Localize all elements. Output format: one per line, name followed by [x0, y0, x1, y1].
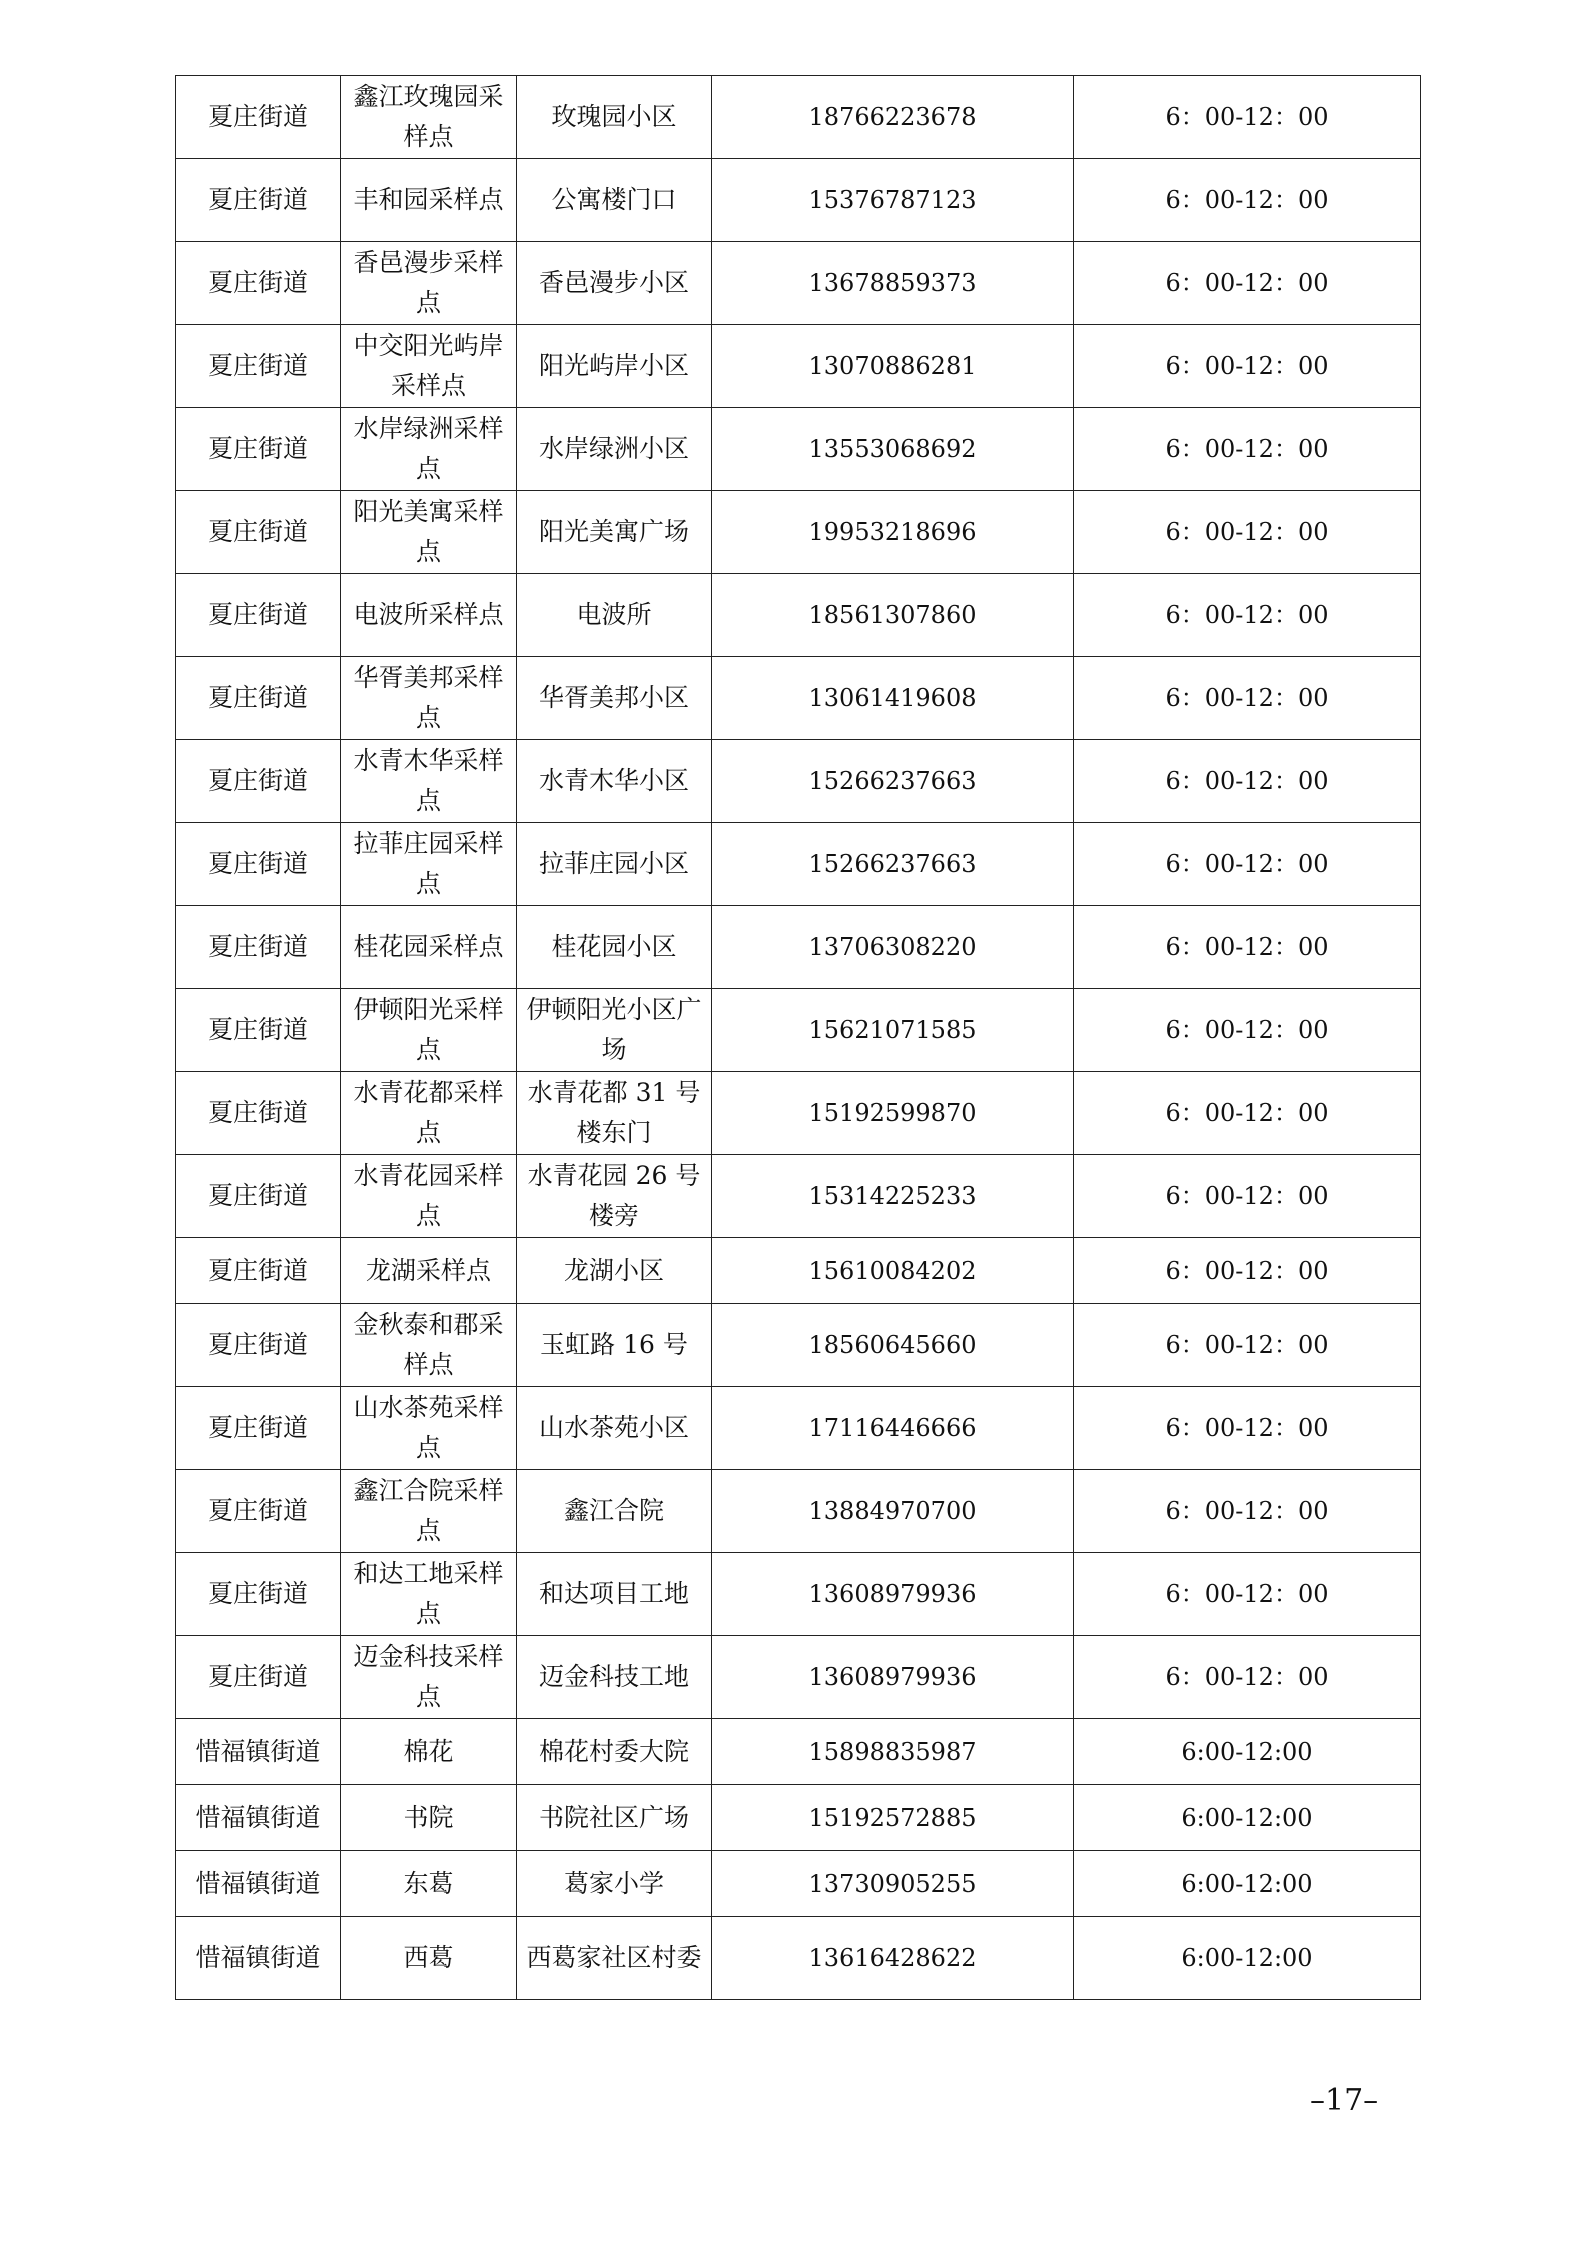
table-row — [176, 1304, 1421, 1387]
table-row — [176, 1238, 1421, 1304]
street-cell: 夏庄街道 — [176, 906, 341, 989]
address-cell: 公寓楼门口 — [517, 159, 712, 242]
street-cell: 惜福镇街道 — [176, 1917, 341, 2000]
hours-cell: 6：00-12：00 — [1074, 1155, 1421, 1238]
phone-cell: 18561307860 — [712, 574, 1074, 657]
table-row — [176, 1155, 1421, 1238]
phone-cell: 15192572885 — [712, 1785, 1074, 1851]
street-cell: 夏庄街道 — [176, 1470, 341, 1553]
address-cell: 水青木华小区 — [517, 740, 712, 823]
hours-cell: 6：00-12：00 — [1074, 657, 1421, 740]
table-row — [176, 1072, 1421, 1155]
phone-cell: 15621071585 — [712, 989, 1074, 1072]
point-name-cell: 香邑漫步采样点 — [341, 242, 517, 325]
street-cell: 夏庄街道 — [176, 1155, 341, 1238]
hours-cell: 6：00-12：00 — [1074, 76, 1421, 159]
phone-cell: 13553068692 — [712, 408, 1074, 491]
address-cell: 电波所 — [517, 574, 712, 657]
point-name-cell: 书院 — [341, 1785, 517, 1851]
hours-cell: 6:00-12:00 — [1074, 1917, 1421, 2000]
street-cell: 夏庄街道 — [176, 1238, 341, 1304]
phone-cell: 13608979936 — [712, 1553, 1074, 1636]
table-row — [176, 76, 1421, 159]
phone-cell: 19953218696 — [712, 491, 1074, 574]
point-name-cell: 丰和园采样点 — [341, 159, 517, 242]
point-name-cell: 伊顿阳光采样点 — [341, 989, 517, 1072]
phone-cell: 13070886281 — [712, 325, 1074, 408]
point-name-cell: 西葛 — [341, 1917, 517, 2000]
phone-cell: 13608979936 — [712, 1636, 1074, 1719]
table-body — [176, 76, 1421, 2000]
street-cell: 夏庄街道 — [176, 1553, 341, 1636]
address-cell: 香邑漫步小区 — [517, 242, 712, 325]
street-cell: 夏庄街道 — [176, 408, 341, 491]
address-cell: 玫瑰园小区 — [517, 76, 712, 159]
address-cell: 书院社区广场 — [517, 1785, 712, 1851]
street-cell: 夏庄街道 — [176, 1072, 341, 1155]
hours-cell: 6：00-12：00 — [1074, 408, 1421, 491]
table-row — [176, 989, 1421, 1072]
address-cell: 伊顿阳光小区广场 — [517, 989, 712, 1072]
street-cell: 夏庄街道 — [176, 1636, 341, 1719]
point-name-cell: 山水茶苑采样点 — [341, 1387, 517, 1470]
point-name-cell: 金秋泰和郡采样点 — [341, 1304, 517, 1387]
street-cell: 夏庄街道 — [176, 1304, 341, 1387]
street-cell: 夏庄街道 — [176, 740, 341, 823]
table-row — [176, 657, 1421, 740]
street-cell: 惜福镇街道 — [176, 1851, 341, 1917]
street-cell: 夏庄街道 — [176, 1387, 341, 1470]
address-cell: 迈金科技工地 — [517, 1636, 712, 1719]
point-name-cell: 水青花园采样点 — [341, 1155, 517, 1238]
street-cell: 夏庄街道 — [176, 823, 341, 906]
street-cell: 夏庄街道 — [176, 159, 341, 242]
hours-cell: 6：00-12：00 — [1074, 823, 1421, 906]
street-cell: 夏庄街道 — [176, 325, 341, 408]
table-row — [176, 1387, 1421, 1470]
point-name-cell: 迈金科技采样点 — [341, 1636, 517, 1719]
hours-cell: 6：00-12：00 — [1074, 1387, 1421, 1470]
point-name-cell: 和达工地采样点 — [341, 1553, 517, 1636]
street-cell: 夏庄街道 — [176, 574, 341, 657]
street-cell: 夏庄街道 — [176, 76, 341, 159]
hours-cell: 6:00-12:00 — [1074, 1851, 1421, 1917]
table-row — [176, 242, 1421, 325]
point-name-cell: 水青花都采样点 — [341, 1072, 517, 1155]
point-name-cell: 拉菲庄园采样点 — [341, 823, 517, 906]
hours-cell: 6：00-12：00 — [1074, 1238, 1421, 1304]
point-name-cell: 东葛 — [341, 1851, 517, 1917]
point-name-cell: 鑫江玫瑰园采样点 — [341, 76, 517, 159]
address-cell: 和达项目工地 — [517, 1553, 712, 1636]
hours-cell: 6：00-12：00 — [1074, 1072, 1421, 1155]
hours-cell: 6：00-12：00 — [1074, 325, 1421, 408]
hours-cell: 6：00-12：00 — [1074, 1304, 1421, 1387]
phone-cell: 15610084202 — [712, 1238, 1074, 1304]
table-row — [176, 740, 1421, 823]
table-row — [176, 1785, 1421, 1851]
address-cell: 西葛家社区村委 — [517, 1917, 712, 2000]
phone-cell: 15376787123 — [712, 159, 1074, 242]
street-cell: 夏庄街道 — [176, 491, 341, 574]
table-row — [176, 1851, 1421, 1917]
address-cell: 棉花村委大院 — [517, 1719, 712, 1785]
phone-cell: 13730905255 — [712, 1851, 1074, 1917]
phone-cell: 13678859373 — [712, 242, 1074, 325]
street-cell: 惜福镇街道 — [176, 1785, 341, 1851]
hours-cell: 6：00-12：00 — [1074, 491, 1421, 574]
address-cell: 水青花园 26 号楼旁 — [517, 1155, 712, 1238]
table-row — [176, 325, 1421, 408]
address-cell: 水青花都 31 号楼东门 — [517, 1072, 712, 1155]
hours-cell: 6：00-12：00 — [1074, 1636, 1421, 1719]
point-name-cell: 华胥美邦采样点 — [341, 657, 517, 740]
phone-cell: 17116446666 — [712, 1387, 1074, 1470]
table-row — [176, 1917, 1421, 2000]
table-row — [176, 574, 1421, 657]
hours-cell: 6：00-12：00 — [1074, 906, 1421, 989]
table-row — [176, 1470, 1421, 1553]
hours-cell: 6：00-12：00 — [1074, 159, 1421, 242]
address-cell: 玉虹路 16 号 — [517, 1304, 712, 1387]
address-cell: 拉菲庄园小区 — [517, 823, 712, 906]
address-cell: 龙湖小区 — [517, 1238, 712, 1304]
hours-cell: 6：00-12：00 — [1074, 989, 1421, 1072]
phone-cell: 15266237663 — [712, 740, 1074, 823]
table-row — [176, 491, 1421, 574]
hours-cell: 6:00-12:00 — [1074, 1719, 1421, 1785]
point-name-cell: 水岸绿洲采样点 — [341, 408, 517, 491]
hours-cell: 6：00-12：00 — [1074, 574, 1421, 657]
street-cell: 惜福镇街道 — [176, 1719, 341, 1785]
phone-cell: 18766223678 — [712, 76, 1074, 159]
table-row — [176, 1719, 1421, 1785]
phone-cell: 13706308220 — [712, 906, 1074, 989]
hours-cell: 6：00-12：00 — [1074, 1553, 1421, 1636]
phone-cell: 18560645660 — [712, 1304, 1074, 1387]
hours-cell: 6：00-12：00 — [1074, 740, 1421, 823]
table-row — [176, 1553, 1421, 1636]
table-row — [176, 1636, 1421, 1719]
street-cell: 夏庄街道 — [176, 242, 341, 325]
point-name-cell: 龙湖采样点 — [341, 1238, 517, 1304]
table-row — [176, 159, 1421, 242]
table-row — [176, 408, 1421, 491]
address-cell: 阳光美寓广场 — [517, 491, 712, 574]
table-row — [176, 823, 1421, 906]
street-cell: 夏庄街道 — [176, 657, 341, 740]
point-name-cell: 阳光美寓采样点 — [341, 491, 517, 574]
phone-cell: 15898835987 — [712, 1719, 1074, 1785]
point-name-cell: 水青木华采样点 — [341, 740, 517, 823]
phone-cell: 15314225233 — [712, 1155, 1074, 1238]
address-cell: 华胥美邦小区 — [517, 657, 712, 740]
street-cell: 夏庄街道 — [176, 989, 341, 1072]
address-cell: 葛家小学 — [517, 1851, 712, 1917]
phone-cell: 13616428622 — [712, 1917, 1074, 2000]
phone-cell: 15266237663 — [712, 823, 1074, 906]
point-name-cell: 电波所采样点 — [341, 574, 517, 657]
address-cell: 阳光屿岸小区 — [517, 325, 712, 408]
point-name-cell: 中交阳光屿岸采样点 — [341, 325, 517, 408]
hours-cell: 6:00-12:00 — [1074, 1785, 1421, 1851]
point-name-cell: 鑫江合院采样点 — [341, 1470, 517, 1553]
phone-cell: 13061419608 — [712, 657, 1074, 740]
address-cell: 山水茶苑小区 — [517, 1387, 712, 1470]
address-cell: 桂花园小区 — [517, 906, 712, 989]
point-name-cell: 桂花园采样点 — [341, 906, 517, 989]
address-cell: 水岸绿洲小区 — [517, 408, 712, 491]
hours-cell: 6：00-12：00 — [1074, 242, 1421, 325]
hours-cell: 6：00-12：00 — [1074, 1470, 1421, 1553]
point-name-cell: 棉花 — [341, 1719, 517, 1785]
phone-cell: 15192599870 — [712, 1072, 1074, 1155]
table-row — [176, 906, 1421, 989]
phone-cell: 13884970700 — [712, 1470, 1074, 1553]
address-cell: 鑫江合院 — [517, 1470, 712, 1553]
sampling-points-table — [175, 75, 1421, 2000]
page-number: –17– — [1310, 2083, 1379, 2118]
